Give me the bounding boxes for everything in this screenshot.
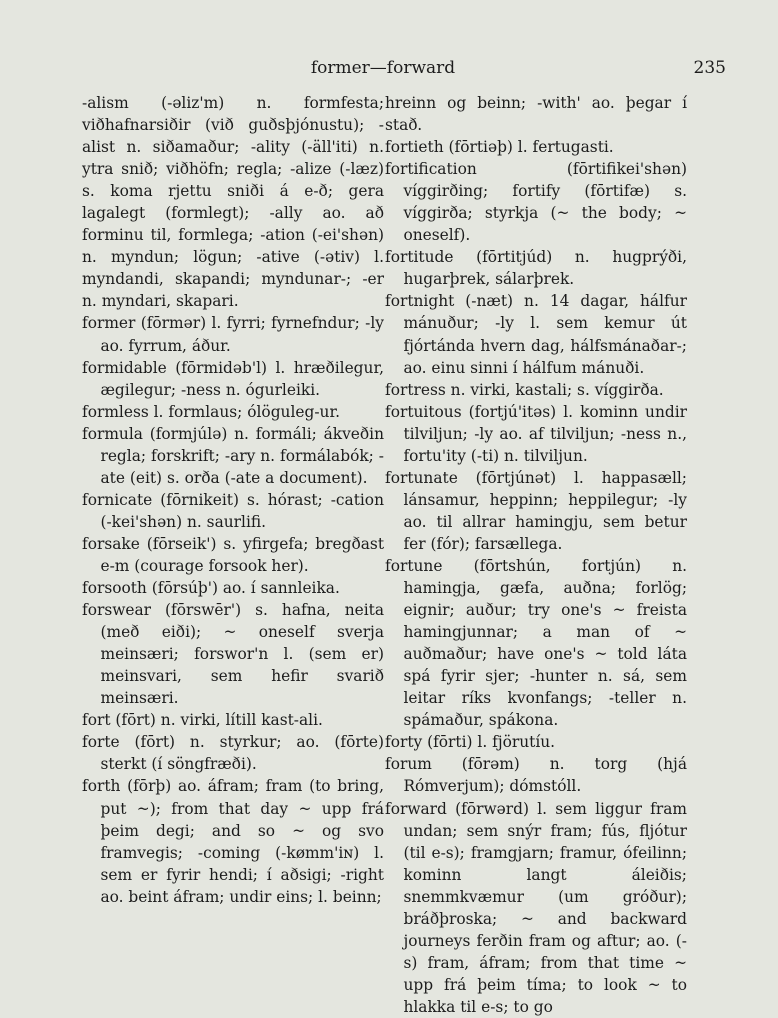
page-header — [40, 58, 726, 84]
dictionary-entry: forward (fōrwərd) l. sem liggur fram undan; sem snýr fram; fús, fljótur (til e-s); framgjarn; framur, ófeilinn; kominn langt áleiðis; snemmkvæmur (um gróður); bráðþroska; ~ and backward journeys ferðin fram og aftur; ao. (-s) fram, áfram; from that time ~ upp frá þeim tíma; to look ~ to hlakka til e-s; to go — [385, 799, 687, 1016]
dictionary-entry: fortitude (fōrtitjúd) n. hugprýði, hugarþrek, sálarþrek. — [385, 248, 687, 289]
left-column — [82, 92, 384, 908]
dictionary-entry: forte (fōrt) n. styrkur; ao. (fōrte) sterkt (í söngfræði). — [82, 733, 384, 774]
dictionary-entry: forsake (fōrseik') s. yfirgefa; bregðast e-m (courage forsook her). — [82, 534, 384, 575]
page-number: 235 — [693, 58, 726, 78]
dictionary-entry: fort (fōrt) n. virki, lítill kast-ali. — [82, 711, 323, 730]
dictionary-entry: fortuitous (fortjú'itəs) l. kominn undir tilviljun; -ly ao. af tilviljun; -ness n., fortu'ity (-ti) n. tilviljun. — [385, 402, 687, 465]
dictionary-entry: forswear (fōrswēr') s. hafna, neita (með eiði); ~ oneself sverja meinsæri; forswor'n l. (sem er) meinsvari, sem hefir svarið meinsæri. — [82, 601, 384, 708]
dictionary-entry: forsooth (fōrsúþ') ao. í sannleika. — [82, 579, 340, 598]
dictionary-entry: hreinn og beinn; -with' ao. þegar í stað. — [385, 94, 687, 135]
dictionary-entry: forum (fōrəm) n. torg (hjá Rómverjum); dómstóll. — [385, 755, 687, 796]
right-column — [385, 92, 687, 1018]
dictionary-entry: forty (fōrti) l. fjörutíu. — [385, 733, 556, 752]
dictionary-entry: formless l. formlaus; ólöguleg-ur. — [82, 402, 341, 421]
dictionary-entry: formidable (fōrmidəb'l) l. hræðilegur, ægilegur; -ness n. ógurleiki. — [82, 358, 384, 399]
dictionary-entry: formula (formjúlə) n. formáli; ákveðin regla; forskrift; -ary n. formálabók; -ate (eit) s. orða (-ate a document). — [82, 424, 384, 487]
dictionary-entry: fortunate (fōrtjúnət) l. happasæll; lánsamur, heppinn; heppilegur; -ly ao. til allrar hamingju, sem betur fer (fór); farsællega. — [385, 468, 687, 553]
dictionary-entry: fortress n. virki, kastali; s. víggirða. — [385, 380, 664, 399]
dictionary-entry: fortieth (fōrtiəþ) l. fertugasti. — [385, 138, 614, 157]
dictionary-entry: -alism (-əliz'm) n. formfesta; viðhafnarsiðir (við guðsþjónustu); -alist n. siðamaður; -ality (-äll'iti) n. ytra snið; viðhöfn; regla; -alize (-læz) s. koma rjettu sniði á e-ð; gera lagalegt (formlegt); -ally ao. að forminu til, formlega; -ation (-ei'shən) n. myndun; lögun; -ative (-ətiv) l. myndandi, skapandi; myndunar-; -er n. myndari, skapari. — [82, 94, 384, 311]
dictionary-entry: fortune (fōrtshún, fortjún) n. hamingja, gæfa, auðna; forlög; eignir; auður; try one's ~ freista hamingjunnar; a man of ~ auðmaður; have one's ~ told láta spá fyrir sjer; -hunter n. sá, sem leitar ríks kvonfangs; -teller n. spámaður, spákona. — [385, 556, 687, 730]
dictionary-entry: forth (fōrþ) ao. áfram; fram (to bring, put ~); from that day ~ upp frá þeim degi; and so ~ og svo framvegis; -coming (-kømm'iɴ) l. sem er fyrir hendi; í aðsigi; -right ao. beint áfram; undir eins; l. beinn; — [82, 777, 384, 906]
dictionary-entry: fornicate (fōrnikeit) s. hórast; -cation (-kei'shən) n. saurlifi. — [82, 490, 384, 531]
running-head: former—forward — [310, 58, 456, 78]
dictionary-entry: fortification (fōrtifikei'shən) víggirðing; fortify (fōrtifæ) s. víggirða; styrkja (~ the body; ~ oneself). — [385, 160, 687, 245]
dictionary-entry: fortnight (-næt) n. 14 dagar, hálfur mánuður; -ly l. sem kemur út fjórtánda hvern dag, hálfsmánaðar-; ao. einu sinni í hálfum mánuði. — [385, 292, 687, 377]
dictionary-entry: former (fōrmər) l. fyrri; fyrnefndur; -ly ao. fyrrum, áður. — [82, 314, 384, 355]
